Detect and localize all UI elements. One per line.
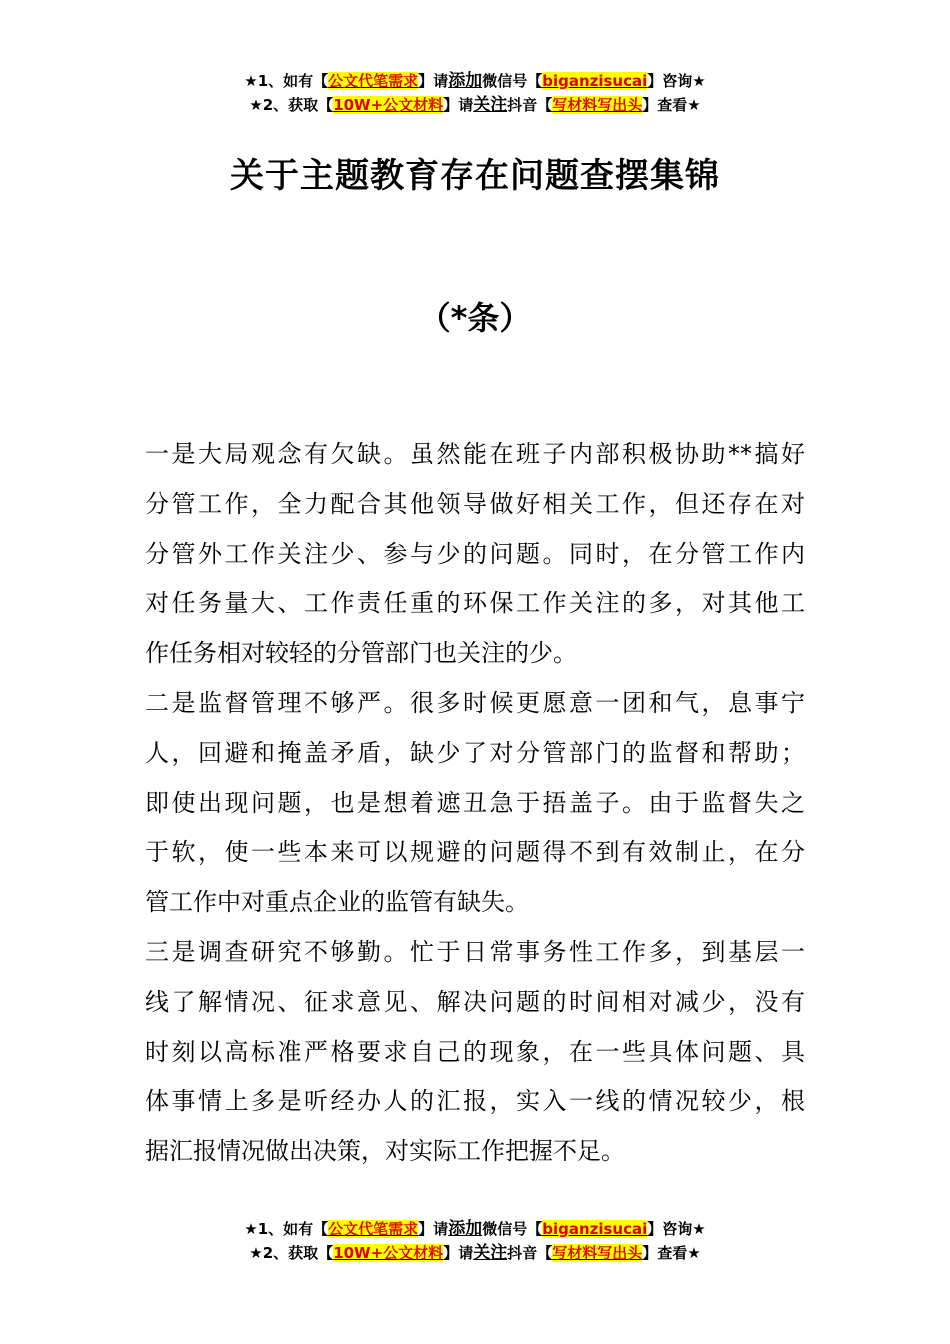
banner-line-2 [0,93,950,117]
banner-line-2 [0,1241,950,1265]
paragraph-line: 二是监督管理不够严。很多时候更愿意一团和气，息事宁 [145,688,805,717]
banner-line-1 [0,69,950,93]
highlight-douyin: 写材料写出头 [552,96,643,114]
paragraph-line: 体事情上多是听经办人的汇报，实入一线的情况较少，根 [145,1087,805,1116]
banner-emphasis: 关注 [473,1243,508,1263]
banner-text: ★2、获取【 [249,1244,334,1262]
header-banner [0,69,950,117]
highlight-service: 公文代笔需求 [328,72,419,90]
banner-text: 】咨询★ [647,1220,706,1238]
highlight-wechat-id: biganzisucai [542,1220,648,1238]
paragraph-line: 作任务相对较轻的分管部门也关注的少。 [145,639,577,668]
banner-text: 】请 [443,1244,474,1262]
paragraph-line: 于软，使一些本来可以规避的问题得不到有效制止，在分 [145,838,805,867]
paragraph [145,928,805,1177]
highlight-douyin: 写材料写出头 [552,1244,643,1262]
banner-text: ★1、如有【 [244,72,329,90]
highlight-materials: 10W+公文材料 [333,96,444,114]
document-body [145,430,805,1177]
paragraph-line: 对任务量大、工作责任重的环保工作关注的多，对其他工 [145,589,805,618]
highlight-materials: 10W+公文材料 [333,1244,444,1262]
paragraph-line: 据汇报情况做出决策，对实际工作把握不足。 [145,1137,625,1166]
banner-text: 微信号【 [482,1220,543,1238]
document-subtitle: （*条） [418,299,532,337]
banner-text: 抖音【 [507,1244,553,1262]
paragraph-line: 线了解情况、征求意见、解决问题的时间相对减少，没有 [145,987,805,1016]
paragraph-line: 时刻以高标准严格要求自己的现象，在一些具体问题、具 [145,1037,805,1066]
paragraph-line: 三是调查研究不够勤。忙于日常事务性工作多，到基层一 [145,937,805,966]
paragraph-line: 分管外工作关注少、参与少的问题。同时，在分管工作内 [145,539,805,568]
banner-emphasis: 添加 [448,1219,483,1239]
banner-text: 】请 [418,1220,449,1238]
footer-banner [0,1217,950,1265]
paragraph-line: 即使出现问题，也是想着遮丑急于捂盖子。由于监督失之 [145,788,805,817]
document-title: 关于主题教育存在问题查摆集锦 [230,156,720,196]
paragraph [145,430,805,679]
banner-emphasis: 添加 [448,71,483,91]
banner-text: 】查看★ [642,96,701,114]
banner-text: ★2、获取【 [249,96,334,114]
banner-text: 】请 [418,72,449,90]
banner-text: 抖音【 [507,96,553,114]
highlight-service: 公文代笔需求 [328,1220,419,1238]
banner-text: 】咨询★ [647,72,706,90]
banner-text: 】请 [443,96,474,114]
banner-text: ★1、如有【 [244,1220,329,1238]
banner-text: 微信号【 [482,72,543,90]
paragraph-line: 人，回避和掩盖矛盾，缺少了对分管部门的监督和帮助； [145,738,805,767]
highlight-wechat-id: biganzisucai [542,72,648,90]
paragraph-line: 分管工作，全力配合其他领导做好相关工作，但还存在对 [145,489,805,518]
banner-emphasis: 关注 [473,95,508,115]
paragraph-line: 一是大局观念有欠缺。虽然能在班子内部积极协助**搞好 [145,440,805,468]
banner-text: 】查看★ [642,1244,701,1262]
paragraph [145,679,805,928]
paragraph-line: 管工作中对重点企业的监管有缺失。 [145,888,529,917]
banner-line-1 [0,1217,950,1241]
